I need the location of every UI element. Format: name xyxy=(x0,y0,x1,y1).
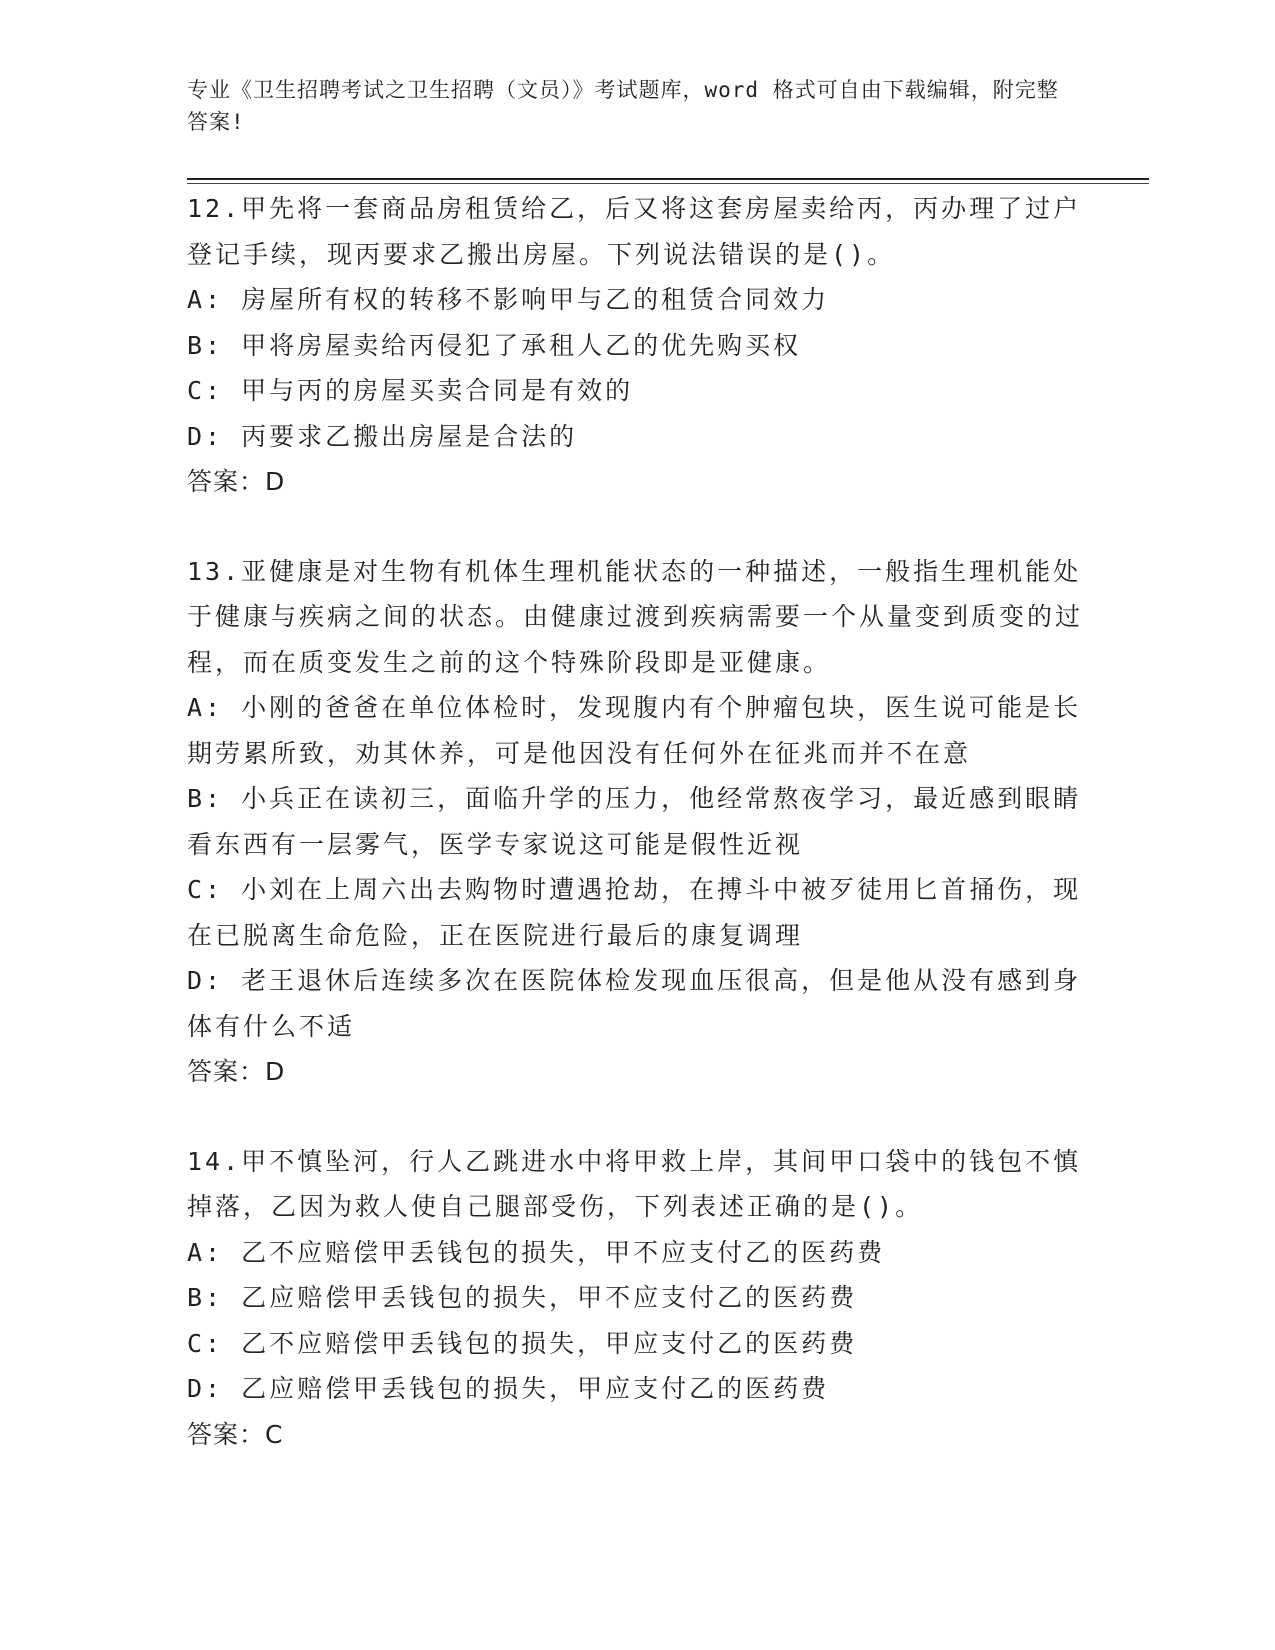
question-stem: 14.甲不慎坠河，行人乙跳进水中将甲救上岸，其间甲口袋中的钱包不慎掉落，乙因为救人使自己腿部受伤，下列表述正确的是()。 xyxy=(187,1146,1082,1221)
option-b: B: 乙应赔偿甲丢钱包的损失，甲不应支付乙的医药费 xyxy=(187,1283,858,1312)
question-list xyxy=(187,186,1087,1457)
question-stem: 12.甲先将一套商品房租赁给乙，后又将这套房屋卖给丙，丙办理了过户登记手续，现丙要求乙搬出房屋。下列说法错误的是()。 xyxy=(187,194,1082,269)
question-spacer xyxy=(187,1095,1087,1139)
header-divider-thin xyxy=(187,183,1149,184)
question-14 xyxy=(187,1139,1087,1458)
answer-line: 答案：D xyxy=(187,1057,286,1086)
option-d: D: 乙应赔偿甲丢钱包的损失，甲应支付乙的医药费 xyxy=(187,1374,830,1403)
option-d: D: 丙要求乙搬出房屋是合法的 xyxy=(187,421,578,451)
option-c: C: 甲与丙的房屋买卖合同是有效的 xyxy=(187,376,634,405)
answer-line: 答案：D xyxy=(187,467,286,496)
option-c: C: 小刘在上周六出去购物时遭遇抢劫，在搏斗中被歹徒用匕首捅伤，现在已脱离生命危险，正在医院进行最后的康复调理 xyxy=(187,875,1082,950)
answer-line: 答案：C xyxy=(187,1419,284,1449)
question-spacer xyxy=(187,505,1087,549)
option-c: C: 乙不应赔偿甲丢钱包的损失，甲应支付乙的医药费 xyxy=(187,1328,858,1358)
option-a: A: 房屋所有权的转移不影响甲与乙的租赁合同效力 xyxy=(187,285,830,314)
question-12 xyxy=(187,186,1087,505)
option-d: D: 老王退休后连续多次在医院体检发现血压很高，但是他从没有感到身体有什么不适 xyxy=(187,966,1082,1041)
question-13 xyxy=(187,549,1087,1095)
option-b: B: 小兵正在读初三，面临升学的压力，他经常熬夜学习，最近感到眼睛看东西有一层雾气，医学专家说这可能是假性近视 xyxy=(187,784,1082,859)
question-stem: 13.亚健康是对生物有机体生理机能状态的一种描述，一般指生理机能处于健康与疾病之间的状态。由健康过渡到疾病需要一个从量变到质变的过程，而在质变发生之前的这个特殊阶段即是亚健康。 xyxy=(187,556,1084,677)
option-a: A: 小刚的爸爸在单位体检时，发现腹内有个肿瘤包块，医生说可能是长期劳累所致，劝其休养，可是他因没有任何外在征兆而并不在意 xyxy=(187,693,1082,768)
document-header: 专业《卫生招聘考试之卫生招聘（文员）》考试题库，word 格式可自由下载编辑，附完整答案! xyxy=(187,78,1059,134)
header-divider-thick xyxy=(187,178,1149,180)
option-a: A: 乙不应赔偿甲丢钱包的损失，甲不应支付乙的医药费 xyxy=(187,1237,886,1267)
option-b: B: 甲将房屋卖给丙侵犯了承租人乙的优先购买权 xyxy=(187,330,802,360)
